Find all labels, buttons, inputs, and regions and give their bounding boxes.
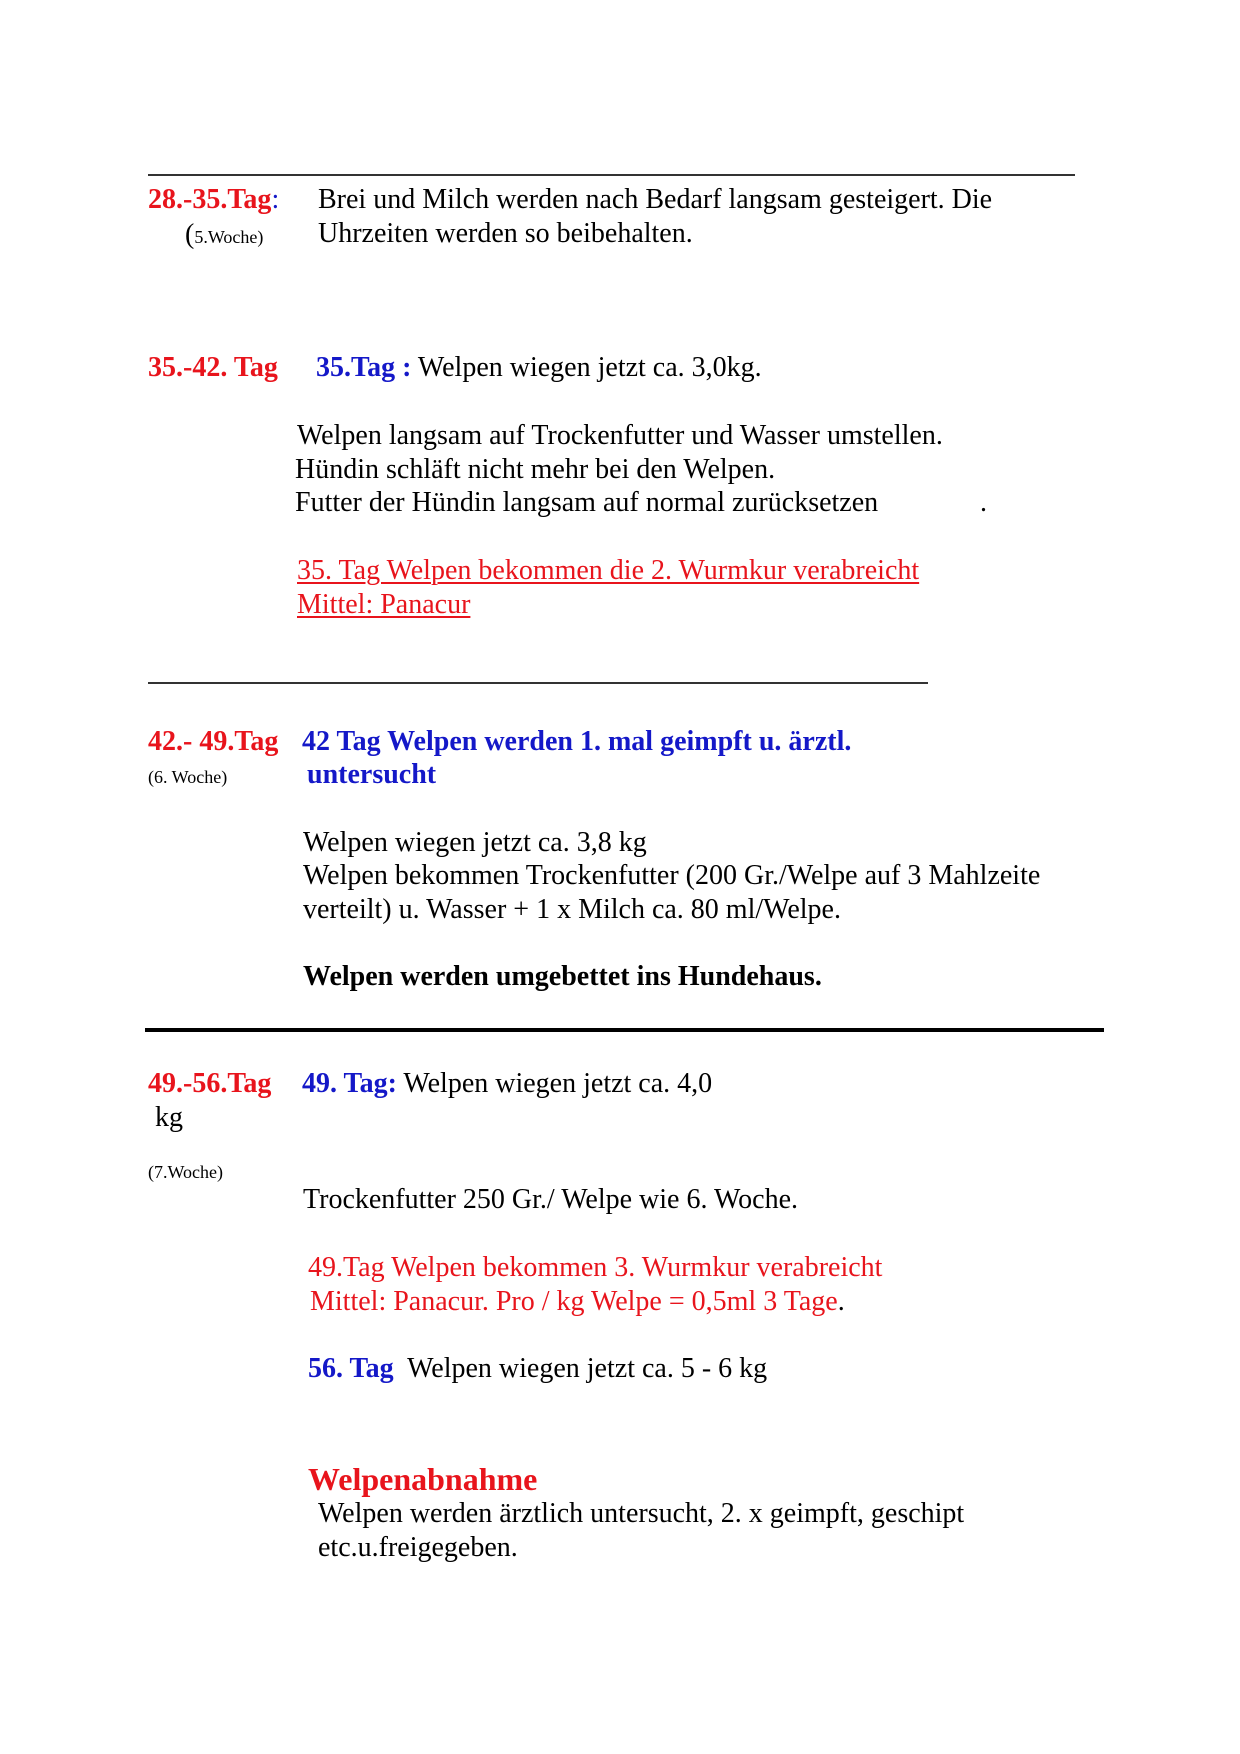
day-entry [316,351,762,385]
handover-title: Welpenabnahme [308,1461,538,1497]
deworm-period: . [837,1286,845,1317]
week-open: ( [185,219,195,250]
week-text: 5.Woche [194,227,258,247]
day-entry [308,1352,767,1386]
period-label: 35.-42. Tag [148,352,278,383]
vaccination-headline: untersucht [307,759,437,790]
section-text-line: Futter der Hündin langsam auf normal zurücksetzen [295,487,879,518]
section-text-line: verteilt) u. Wasser + 1 x Milch ca. 80 ml/Welpe. [303,894,841,925]
section-text-line: Welpen bekommen Trockenfutter (200 Gr./Welpe auf 3 Mahlzeite [303,860,1041,891]
day-text: Welpen wiegen jetzt ca. 4,0 [396,1068,713,1099]
section-text-line: Hündin schläft nicht mehr bei den Welpen. [295,454,776,485]
period-colon: : [271,184,280,215]
food-note: Trockenfutter 250 Gr./ Welpe wie 6. Woche. [303,1184,798,1215]
day-label: 56. Tag [308,1353,394,1384]
period-label: 42.- 49.Tag [148,726,279,757]
week-label [185,218,263,254]
day-label: 35.Tag : [316,352,412,383]
deworm-dose: Mittel: Panacur. Pro / kg Welpe = 0,5ml 3 Tage [310,1286,838,1317]
handover-text-line: etc.u.freigegeben. [318,1532,518,1563]
relocation-note: Welpen werden umgebettet ins Hundehaus. [303,961,822,992]
section-divider [148,682,928,684]
day-text: Welpen wiegen jetzt ca. 3,0kg. [411,352,762,383]
vaccination-headline: 42 Tag Welpen werden 1. mal geimpft u. ärztl. [302,726,852,757]
section-divider-thick [145,1028,1104,1032]
section-text-line: Brei und Milch werden nach Bedarf langsam gesteigert. Die [318,184,993,215]
section-text-line: Uhrzeiten werden so beibehalten. [318,218,693,249]
section-text-line: Welpen wiegen jetzt ca. 3,8 kg [303,827,647,858]
period-text: 28.-35.Tag [148,184,272,215]
week-label: (7.Woche) [148,1162,224,1182]
day-entry [302,1067,712,1101]
day-text: Welpen wiegen jetzt ca. 5 - 6 kg [393,1353,768,1384]
week-close: ) [257,227,264,247]
section-text-line: Welpen langsam auf Trockenfutter und Wasser umstellen. [297,420,943,451]
period-label: 49.-56.Tag [148,1068,272,1099]
deworm-note: 35. Tag Welpen bekommen die 2. Wurmkur verabreicht [297,555,920,586]
day-text-cont: kg [155,1102,183,1133]
week-label: (6. Woche) [148,767,228,787]
handover-text-line: Welpen werden ärztlich untersucht, 2. x geimpft, geschipt [318,1498,965,1529]
deworm-medication: Mittel: Panacur [297,589,471,620]
deworm-medication [310,1285,845,1319]
section-text-line: . [980,487,987,518]
deworm-note: 49.Tag Welpen bekommen 3. Wurmkur verabreicht [308,1252,883,1283]
period-label [148,183,279,217]
section-divider [148,174,1075,176]
day-label: 49. Tag: [302,1068,397,1099]
